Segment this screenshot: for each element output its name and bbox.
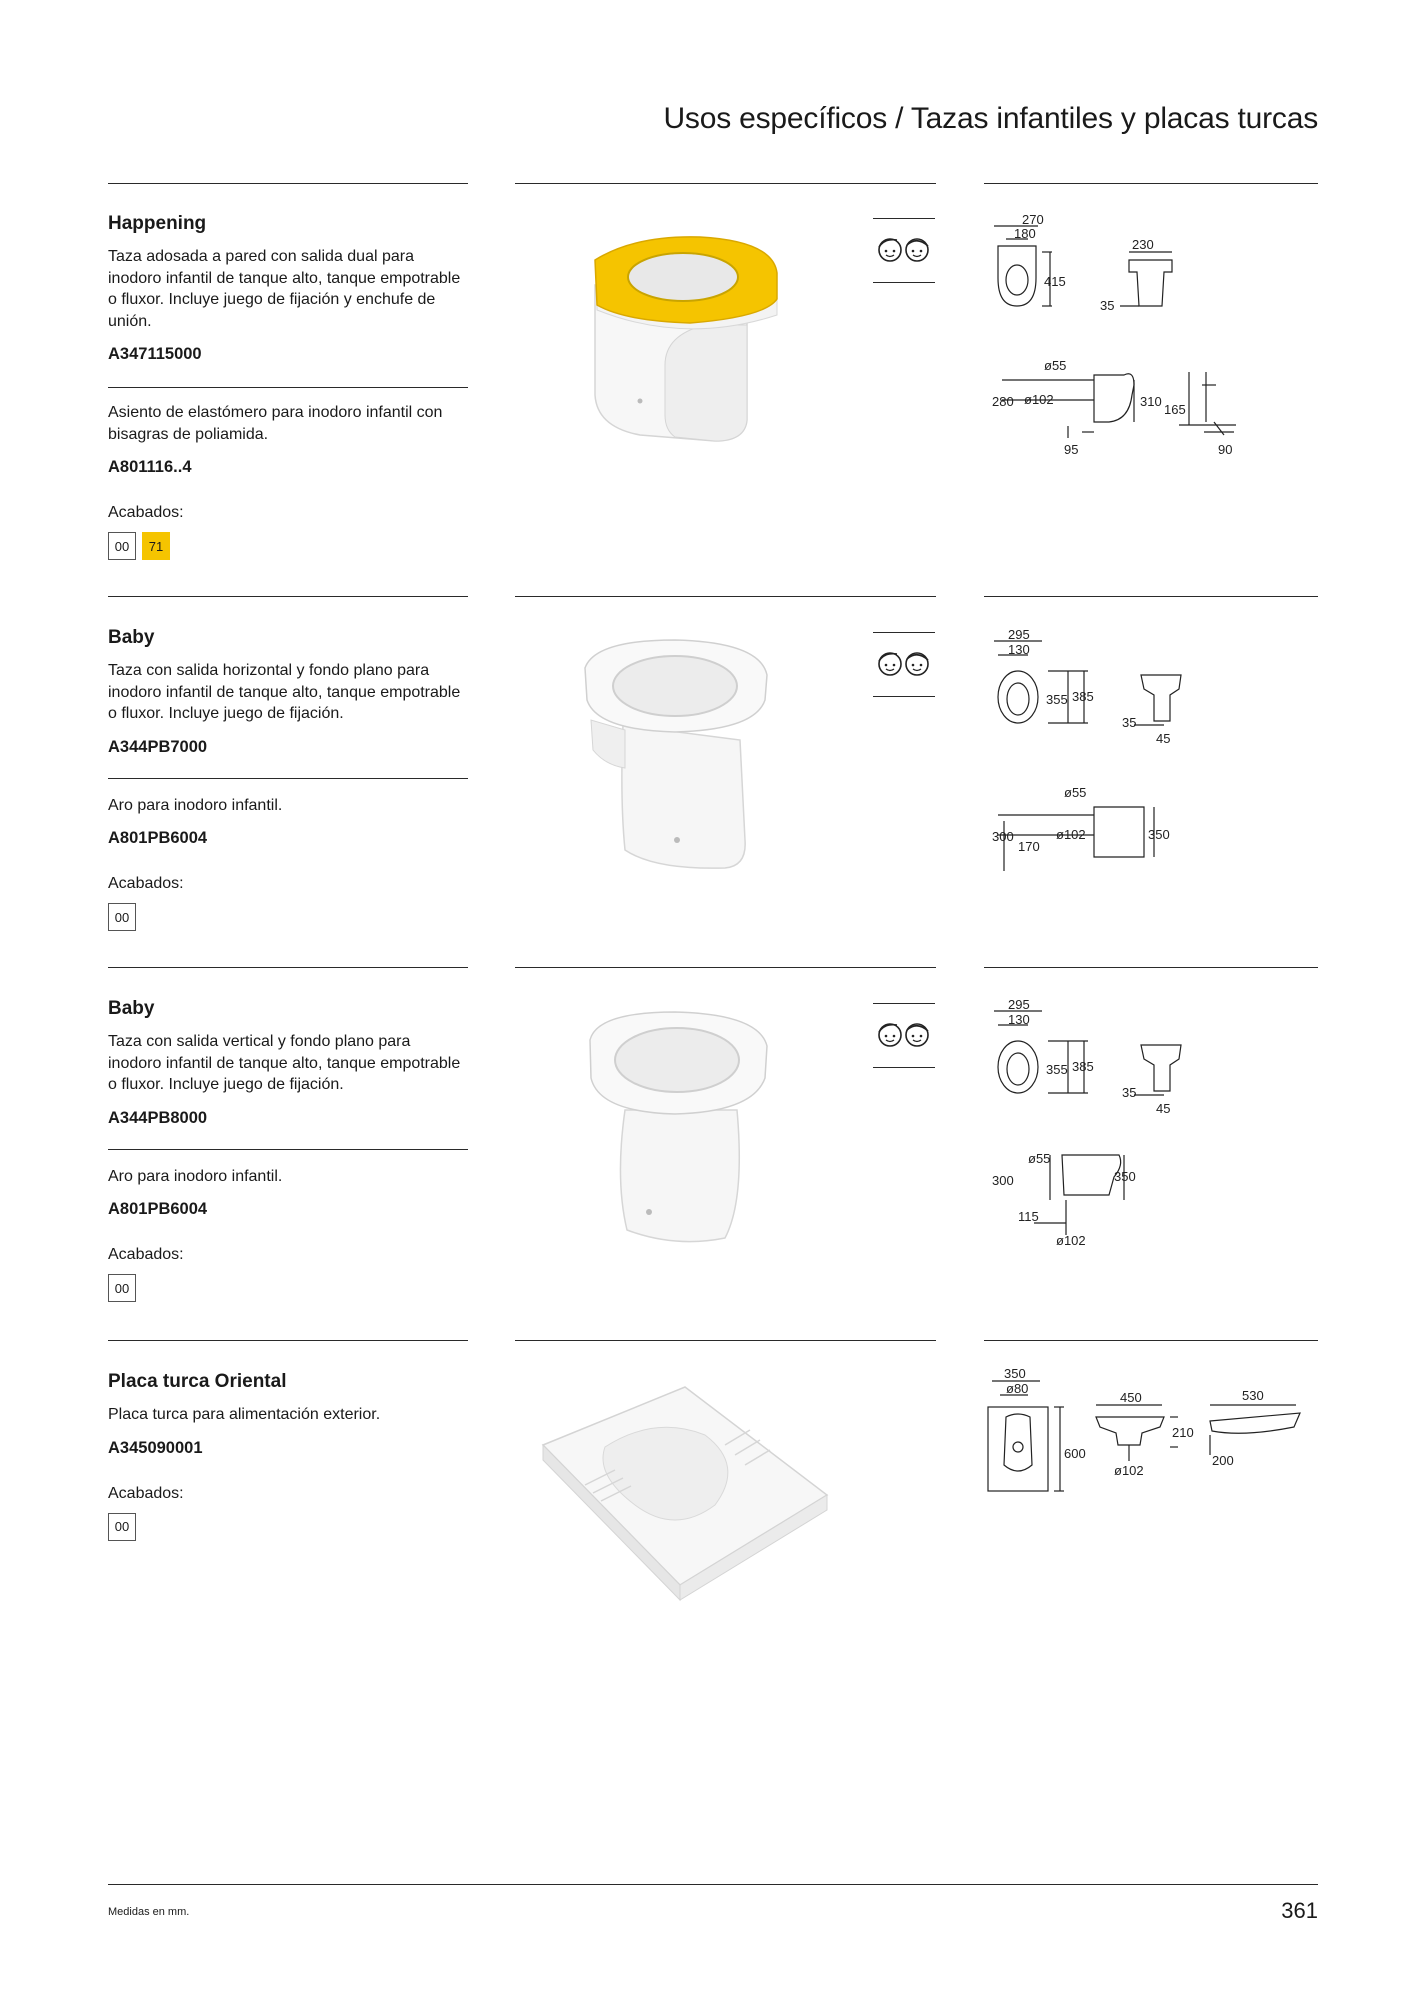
children-faces-icon [873, 644, 935, 684]
product-info-placa-turca [108, 1371, 468, 1541]
dimension-label: 385 [1072, 1059, 1094, 1074]
dimension-label: 350 [1004, 1366, 1026, 1381]
dimension-label: 45 [1156, 731, 1171, 746]
dimension-label: ø102 [1114, 1463, 1144, 1478]
dimension-label: 90 [1218, 442, 1233, 457]
product-info-baby-horizontal [108, 627, 468, 931]
dimension-label: 450 [1120, 1390, 1142, 1405]
kids-icon-box [873, 632, 935, 696]
divider [984, 183, 1318, 184]
dimension-label: 180 [1014, 226, 1036, 241]
divider [108, 967, 468, 968]
divider [515, 1340, 936, 1341]
dimension-label: 300 [992, 829, 1014, 844]
divider [108, 387, 468, 388]
dimension-label: 530 [1242, 1388, 1264, 1403]
divider [108, 778, 468, 779]
divider [873, 696, 935, 697]
dimension-label: 355 [1046, 1062, 1068, 1077]
footer-divider [108, 1884, 1318, 1885]
finish-swatches [108, 1274, 468, 1302]
product-description: Taza con salida horizontal y fondo plano para inodoro infantil de tanque alto, tanque empotrable o fluxor. Incluye juego de fijación. [108, 662, 461, 722]
dimension-label: 45 [1156, 1101, 1171, 1116]
dimension-label: 350 [1148, 827, 1170, 842]
dimension-label: 35 [1122, 715, 1137, 730]
dimension-label: 115 [1018, 1209, 1039, 1224]
accessory-code: A801116..4 [108, 458, 192, 476]
finishes-label: Acabados: [108, 504, 184, 521]
kids-icon-box [873, 1003, 935, 1067]
divider [873, 1003, 935, 1004]
divider [108, 596, 468, 597]
technical-drawing-placa-turca [984, 1365, 1318, 1535]
finish-swatch-00[interactable]: 00 [108, 532, 136, 560]
dimension-label: 355 [1046, 692, 1068, 707]
product-name: Baby [108, 998, 155, 1019]
product-code: A344PB7000 [108, 737, 208, 756]
finish-swatches [108, 903, 468, 931]
dimension-label: 600 [1064, 1446, 1086, 1461]
finish-swatch-00[interactable]: 00 [108, 903, 136, 931]
dimension-label: 295 [1008, 627, 1030, 642]
product-info-baby-vertical [108, 998, 468, 1302]
divider [515, 596, 936, 597]
product-code: A344PB8000 [108, 1108, 208, 1127]
product-description: Placa turca para alimentación exterior. [108, 1406, 381, 1423]
page-title: Usos específicos / Tazas infantiles y placas turcas [663, 102, 1318, 135]
divider [984, 596, 1318, 597]
dimension-label: 200 [1212, 1453, 1234, 1468]
divider [984, 967, 1318, 968]
finishes-label: Acabados: [108, 875, 184, 892]
product-code: A347115000 [108, 345, 202, 363]
dimension-label: ø102 [1024, 392, 1054, 407]
divider [108, 183, 468, 184]
dimension-label: 300 [992, 1173, 1014, 1188]
product-photo-placa-turca [515, 1375, 850, 1615]
dimension-label: ø80 [1006, 1381, 1029, 1396]
divider [873, 1067, 935, 1068]
divider [873, 218, 935, 219]
accessory-code: A801PB6004 [108, 829, 208, 847]
technical-drawing-baby-horizontal [984, 625, 1318, 875]
dimension-label: 210 [1172, 1425, 1194, 1440]
kids-icon-box [873, 218, 935, 282]
dimension-label: ø55 [1028, 1151, 1051, 1166]
dimension-label: 310 [1140, 394, 1162, 409]
dimension-label: 270 [1022, 212, 1044, 227]
accessory-description: Aro para inodoro infantil. [108, 1167, 283, 1185]
divider [515, 967, 936, 968]
footnote: Medidas en mm. [108, 1906, 190, 1918]
dimension-label: 130 [1008, 642, 1030, 657]
dimension-label: 295 [1008, 997, 1030, 1012]
finish-swatch-00[interactable]: 00 [108, 1274, 136, 1302]
dimension-label: 165 [1164, 402, 1186, 417]
product-name: Baby [108, 627, 155, 648]
divider [873, 632, 935, 633]
page-number: 361 [1281, 1898, 1318, 1923]
finishes-label: Acabados: [108, 1484, 184, 1502]
dimension-label: 35 [1122, 1085, 1137, 1100]
product-description: Taza adosada a pared con salida dual para inodoro infantil de tanque alto, tanque empotrable o fluxor. Incluye juego de fijación y enchufe de unión. [108, 248, 461, 330]
children-faces-icon [873, 230, 935, 270]
finishes-label: Acabados: [108, 1246, 184, 1263]
finish-swatch-71[interactable]: 71 [142, 532, 170, 560]
product-name: Placa turca Oriental [108, 1371, 287, 1392]
technical-drawing-baby-vertical [984, 995, 1318, 1255]
finish-swatch-00[interactable]: 00 [108, 1513, 136, 1541]
product-description: Taza con salida vertical y fondo plano para inodoro infantil de tanque alto, tanque empotrable o fluxor. Incluye juego de fijación. [108, 1033, 461, 1093]
technical-drawing-happening [984, 210, 1318, 460]
finish-swatches [108, 532, 468, 560]
product-info-happening [108, 213, 468, 560]
divider [515, 183, 936, 184]
product-photo-baby-horizontal [515, 630, 850, 880]
product-code: A345090001 [108, 1438, 203, 1457]
dimension-label: 130 [1008, 1012, 1030, 1027]
divider [108, 1340, 468, 1341]
product-name: Happening [108, 213, 207, 234]
dimension-label: 95 [1064, 442, 1079, 457]
finish-swatches [108, 1513, 468, 1541]
dimension-label: ø55 [1064, 785, 1087, 800]
dimension-label: 35 [1100, 298, 1115, 313]
dimension-label: ø102 [1056, 827, 1086, 842]
dimension-label: 280 [992, 394, 1014, 409]
dimension-label: 385 [1072, 689, 1094, 704]
dimension-label: 170 [1018, 839, 1040, 854]
accessory-description: Asiento de elastómero para inodoro infantil con bisagras de poliamida. [108, 404, 443, 443]
dimension-label: 350 [1114, 1169, 1136, 1184]
product-photo-happening [515, 215, 850, 475]
accessory-code: A801PB6004 [108, 1200, 208, 1218]
product-photo-baby-vertical [515, 1000, 850, 1250]
children-faces-icon [873, 1015, 935, 1055]
divider [984, 1340, 1318, 1341]
divider [873, 282, 935, 283]
dimension-label: 415 [1044, 274, 1066, 289]
divider [108, 1149, 468, 1150]
dimension-label: ø55 [1044, 358, 1067, 373]
dimension-label: 230 [1132, 237, 1154, 252]
accessory-description: Aro para inodoro infantil. [108, 796, 283, 814]
dimension-label: ø102 [1056, 1233, 1086, 1248]
